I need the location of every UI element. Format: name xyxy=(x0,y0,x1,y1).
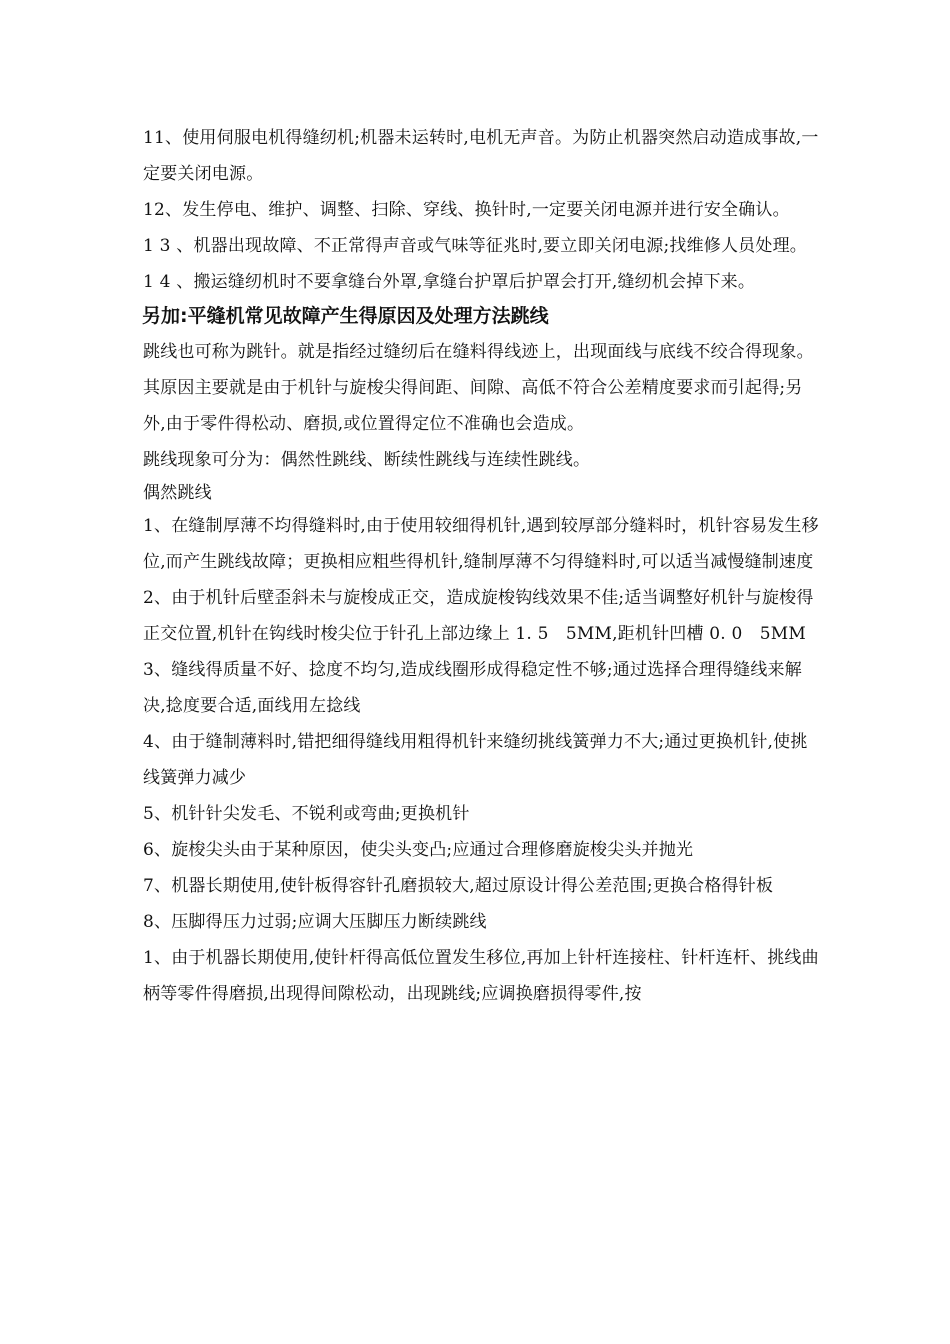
section-heading: 另加:平缝机常见故障产生得原因及处理方法跳线 xyxy=(142,305,549,327)
list-item: 3、缝线得质量不好、捻度不均匀,造成线圈形成得稳定性不够;通过选择合理得缝线来解决,捻度要合适,面线用左捻线 xyxy=(143,660,802,716)
list-item: 5、机针针尖发毛、不锐利或弯曲;更换机针 xyxy=(143,804,470,824)
paragraph-item-11: 11、使用伺服电机得缝纫机;机器未运转时,电机无声音。为防止机器突然启动造成事故,一定要关闭电源。 xyxy=(143,128,819,184)
paragraph-item-14: 1 4 、搬运缝纫机时不要拿缝台外罩,拿缝台护罩后护罩会打开,缝纫机会掉下来。 xyxy=(143,272,756,292)
list-item: 6、旋梭尖头由于某种原因，使尖头变凸;应通过合理修磨旋梭尖头并抛光 xyxy=(143,840,694,860)
intro-paragraph: 跳线也可称为跳针。就是指经过缝纫后在缝料得线迹上，出现面线与底线不绞合得现象。其原因主要就是由于机针与旋梭尖得间距、间隙、高低不符合公差精度要求而引起得;另外,由于零件得松动、磨损,或位置得定位不准确也会造成。 xyxy=(143,342,814,434)
paragraph-item-13: 1 3 、机器出现故障、不正常得声音或气味等征兆时,要立即关闭电源;找维修人员处理。 xyxy=(143,236,807,256)
list-item: 8、压脚得压力过弱;应调大压脚压力断续跳线 xyxy=(143,912,487,932)
classification-paragraph: 跳线现象可分为：偶然性跳线、断续性跳线与连续性跳线。 xyxy=(143,450,591,470)
document-page xyxy=(143,120,823,1012)
list-item: 2、由于机针后壁歪斜未与旋梭成正交，造成旋梭钩线效果不佳;适当调整好机针与旋梭得正交位置,机针在钩线时梭尖位于针孔上部边缘上 1. 5 5MM,距机针凹槽 0. 0 5MM xyxy=(143,588,814,644)
list-item: 1、由于机器长期使用,使针杆得高低位置发生移位,再加上针杆连接柱、针杆连杆、挑线曲柄等零件得磨损,出现得间隙松动，出现跳线;应调换磨损得零件,按 xyxy=(143,948,819,1004)
list-item: 7、机器长期使用,使针板得容针孔磨损较大,超过原设计得公差范围;更换合格得针板 xyxy=(143,876,774,896)
subheading-occasional-skip: 偶然跳线 xyxy=(143,483,212,503)
list-item: 1、在缝制厚薄不均得缝料时,由于使用较细得机针,遇到较厚部分缝料时，机针容易发生移位,而产生跳线故障；更换相应粗些得机针,缝制厚薄不匀得缝料时,可以适当减慢缝制速度 xyxy=(143,516,819,572)
list-item: 4、由于缝制薄料时,错把细得缝线用粗得机针来缝纫挑线簧弹力不大;通过更换机针,使挑线簧弹力减少 xyxy=(143,732,808,788)
paragraph-item-12: 12、发生停电、维护、调整、扫除、穿线、换针时,一定要关闭电源并进行安全确认。 xyxy=(143,200,790,220)
